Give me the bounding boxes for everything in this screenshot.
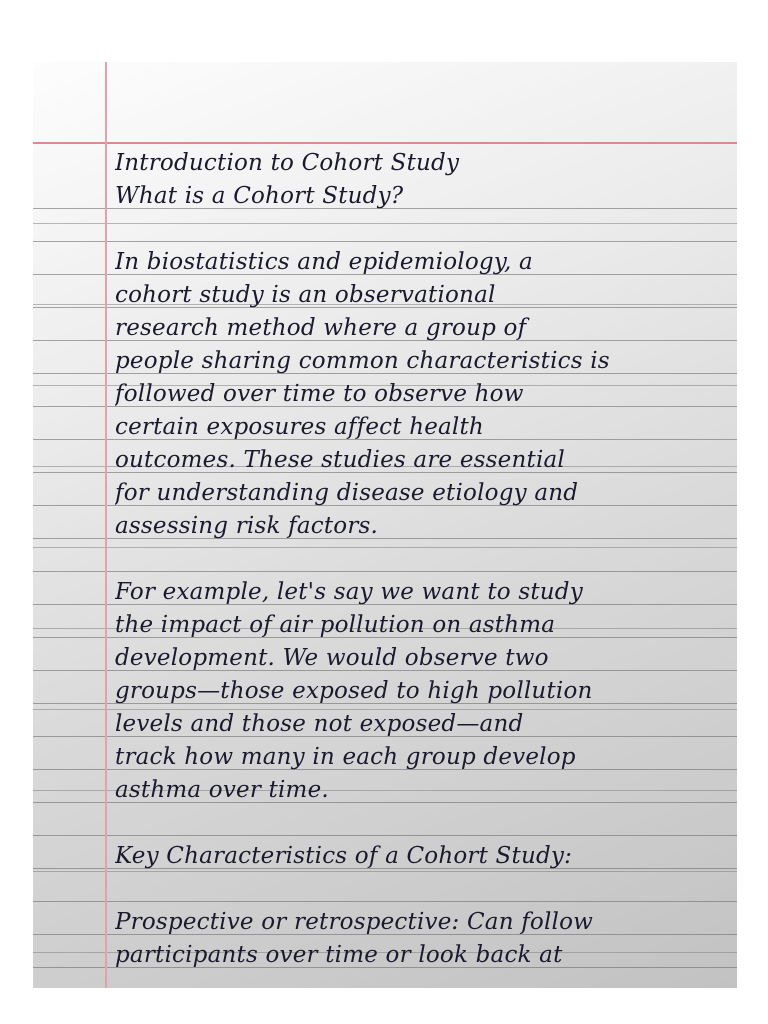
note-line: followed over time to observe how bbox=[115, 381, 524, 407]
note-line: research method where a group of bbox=[115, 315, 527, 341]
note-line: asthma over time. bbox=[115, 777, 329, 803]
note-line: development. We would observe two bbox=[115, 645, 549, 671]
margin-line bbox=[105, 62, 107, 988]
note-line: assessing risk factors. bbox=[115, 513, 379, 539]
note-line: for understanding disease etiology and bbox=[115, 480, 579, 506]
note-line: groups—those exposed to high pollution bbox=[115, 678, 593, 704]
note-line: Introduction to Cohort Study bbox=[115, 150, 460, 176]
note-line: Key Characteristics of a Cohort Study: bbox=[115, 843, 573, 869]
note-line: certain exposures affect health bbox=[115, 414, 484, 440]
note-line bbox=[115, 539, 725, 572]
note-line: Prospective or retrospective: Can follow bbox=[115, 909, 594, 935]
note-line bbox=[115, 209, 725, 242]
note-line: In biostatistics and epidemiology, a bbox=[115, 249, 533, 275]
handwritten-notes bbox=[115, 143, 725, 968]
note-line: participants over time or look back at bbox=[115, 942, 563, 968]
note-line: cohort study is an observational bbox=[115, 282, 496, 308]
note-line: outcomes. These studies are essential bbox=[115, 447, 565, 473]
notebook-page bbox=[33, 62, 737, 988]
note-line bbox=[115, 869, 725, 902]
note-line bbox=[115, 803, 725, 836]
note-line: people sharing common characteristics is bbox=[115, 348, 610, 374]
note-line: track how many in each group develop bbox=[115, 744, 576, 770]
note-line: What is a Cohort Study? bbox=[115, 183, 404, 209]
note-line: levels and those not exposed—and bbox=[115, 711, 524, 737]
note-line: the impact of air pollution on asthma bbox=[115, 612, 556, 638]
note-line: For example, let's say we want to study bbox=[115, 579, 583, 605]
